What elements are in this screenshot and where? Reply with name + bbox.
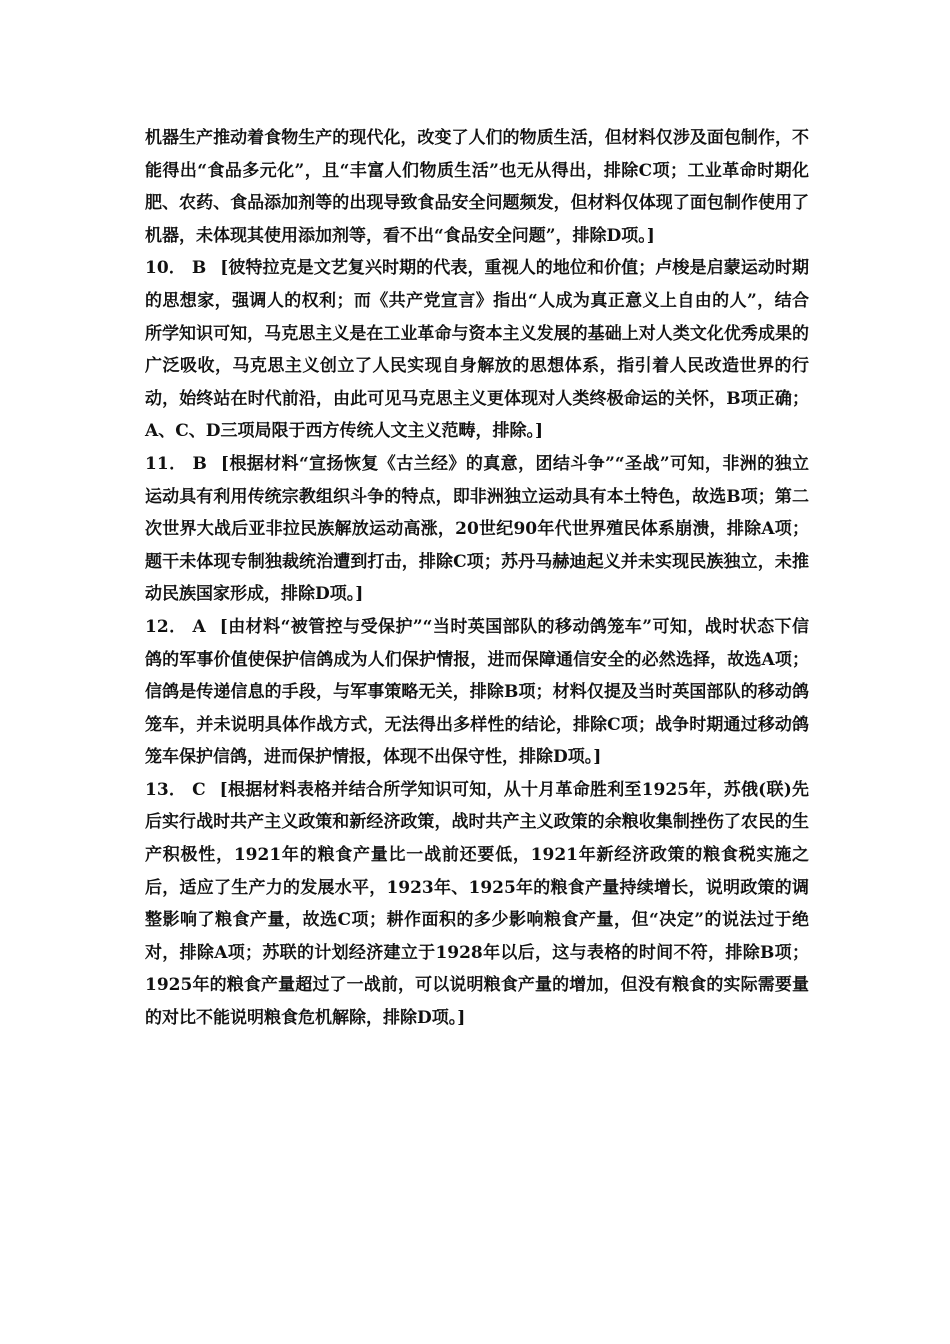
paragraph-text: [彼特拉克是文艺复兴时期的代表，重视人的地位和价值；卢梭是启蒙运动时期的思想家，强调人的权利；而《共产党宣言》指出“人成为真正意义上自由的人”，结合所学知识可知，马克思主义是在工业革命与资本主义发展的基础上对人类文化优秀成果的广泛吸收，马克思主义创立了人民实现自身解放的思想体系，指引着人民改造世界的行动，始终站在时代前沿，由此可见马克思主义更体现对人类终极命运的关怀，B项正确；A、C、D三项局限于西方传统人文主义范畴，排除。] [145,258,809,442]
paragraph-text: [根据材料表格并结合所学知识可知，从十月革命胜利至1925年，苏俄(联)先后实行战时共产主义政策和新经济政策，战时共产主义政策的余粮收集制挫伤了农民的生产积极性，1921年的粮食产量比一战前还要低，1921年新经济政策的粮食税实施之后，适应了生产力的发展水平，1923年、1925年的粮食产量持续增长，说明政策的调整影响了粮食产量，故选C项；耕作面积的多少影响粮食产量，但“决定”的说法过于绝对，排除A项；苏联的计划经济建立于1928年以后，这与表格的时间不符，排除B项；1925年的粮食产量超过了一战前，可以说明粮食产量的增加，但没有粮食的实际需要量的对比不能说明粮食危机解除，排除D项。] [145,779,809,1029]
paragraph-q12 [145,611,809,774]
answer-explanations [145,122,809,1035]
question-number: 10． [145,258,186,279]
answer-letter: A [192,616,206,637]
paragraph-q11 [145,448,809,611]
answer-letter: B [192,453,207,474]
paragraph-text: 机器生产推动着食物生产的现代化，改变了人们的物质生活，但材料仅涉及面包制作，不能得出“食品多元化”，且“丰富人们物质生活”也无从得出，排除C项；工业革命时期化肥、农药、食品添加剂等的出现导致食品安全问题频发，但材料仅体现了面包制作使用了机器，未体现其使用添加剂等，看不出“食品安全问题”，排除D项。] [145,128,809,246]
question-number: 12． [145,616,187,637]
question-number: 11． [145,453,187,474]
question-number: 13． [145,779,187,800]
answer-letter: B [191,258,207,279]
paragraph-q10 [145,252,809,448]
paragraph-q13 [145,774,809,1035]
paragraph-text: [根据材料“宣扬恢复《古兰经》的真意，团结斗争”“圣战”可知，非洲的独立运动具有利用传统宗教组织斗争的特点，即非洲独立运动具有本土特色，故选B项；第二次世界大战后亚非拉民族解放运动高涨，20世纪90年代世界殖民体系崩溃，排除A项；题干未体现专制独裁统治遭到打击，排除C项；苏丹马赫迪起义并未实现民族独立，未推动民族国家形成，排除D项。] [145,453,809,605]
answer-letter: C [192,779,206,800]
paragraph-continued [145,122,809,252]
paragraph-text: [由材料“被管控与受保护”“当时英国部队的移动鸽笼车”可知，战时状态下信鸽的军事价值使保护信鸽成为人们保护情报，进而保障通信安全的必然选择，故选A项；信鸽是传递信息的手段，与军事策略无关，排除B项；材料仅提及当时英国部队的移动鸽笼车，并未说明具体作战方式，无法得出多样性的结论，排除C项；战争时期通过移动鸽笼车保护信鸽，进而保护情报，体现不出保守性，排除D项。] [145,616,809,768]
